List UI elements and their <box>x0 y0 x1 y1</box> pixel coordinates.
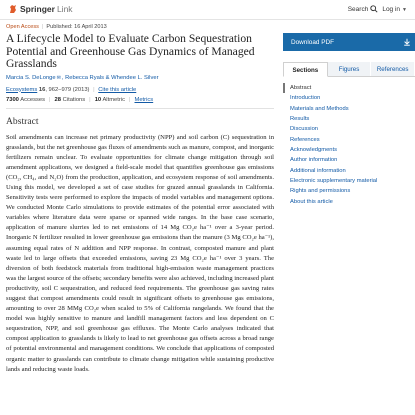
search-button[interactable] <box>348 5 379 13</box>
search-icon <box>370 5 378 13</box>
tab-references[interactable]: References <box>371 62 415 76</box>
metric-label: Accesses <box>20 96 46 103</box>
article-sidebar <box>283 24 415 207</box>
header-actions <box>348 5 407 13</box>
article-main <box>6 24 274 375</box>
login-label: Log in <box>382 5 401 13</box>
search-label: Search <box>347 5 369 13</box>
journal-pages: , 962–979 (2013) <box>45 86 90 93</box>
metric-value: 7300 <box>6 96 19 103</box>
section-nav <box>283 83 415 207</box>
sidebar-tabs <box>283 62 415 77</box>
section-link-introduction[interactable]: Introduction <box>290 95 321 102</box>
section-link-discussion[interactable]: Discussion <box>290 126 319 133</box>
abstract-heading: Abstract <box>6 115 39 127</box>
section-link-acknowledgments[interactable]: Acknowledgments <box>290 147 338 154</box>
logo-suffix: Link <box>56 4 73 14</box>
section-link-materials-methods[interactable]: Materials and Methods <box>290 105 349 112</box>
author-list: Marcia S. DeLonge✉, Rebecca Ryals & Whendee L. Silver <box>6 74 159 81</box>
metric-separator: | <box>128 96 131 103</box>
section-divider <box>6 108 274 109</box>
section-link-results[interactable]: Results <box>290 116 310 123</box>
metric-separator: | <box>49 96 51 103</box>
section-link-additional-information[interactable]: Additional information <box>290 167 346 174</box>
section-link-abstract[interactable]: Abstract <box>283 83 415 93</box>
journal-separator: | <box>93 86 95 93</box>
metric-citations <box>55 97 86 103</box>
section-link-supplementary-material[interactable]: Electronic supplementary material <box>290 178 378 185</box>
logo-text: Springer <box>20 4 55 14</box>
login-button[interactable] <box>382 6 407 13</box>
site-header <box>0 0 415 20</box>
tab-sections[interactable]: Sections <box>283 62 328 77</box>
metric-altmetric <box>95 97 125 103</box>
metric-value: 28 <box>54 96 61 103</box>
metric-label: Citations <box>62 96 86 103</box>
section-link-rights-permissions[interactable]: Rights and permissions <box>290 188 351 195</box>
section-link-author-information[interactable]: Author information <box>290 157 338 164</box>
download-icon <box>403 38 411 46</box>
metric-separator: | <box>89 96 91 103</box>
tab-figures[interactable]: Figures <box>328 62 372 76</box>
article-title: A Lifecycle Model to Evaluate Carbon Sequestration Potential and Greenhouse Gas Dynamics of Managed Grasslands <box>6 32 255 70</box>
open-access-badge: Open Access <box>6 24 39 30</box>
published-date: Published: 16 April 2013 <box>46 24 107 30</box>
cite-article-link[interactable]: Cite this article <box>98 86 137 93</box>
section-link-references[interactable]: References <box>290 136 320 143</box>
journal-info <box>6 87 274 93</box>
metric-label: Altmetric <box>102 96 125 103</box>
springer-horse-icon <box>8 4 18 14</box>
journal-volume: 16 <box>38 86 46 93</box>
journal-link[interactable]: Ecosystems <box>6 86 38 93</box>
section-link-about-article[interactable]: About this article <box>290 198 333 205</box>
meta-separator: | <box>41 24 44 30</box>
author-email-icon[interactable]: ✉ <box>56 74 61 81</box>
author-link[interactable]: Marcia S. DeLonge <box>6 74 56 81</box>
author-link[interactable]: Whendee L. Silver <box>111 74 159 81</box>
abstract-text: Soil amendments can increase net primary productivity (NPP) and soil carbon (C) sequestration in grasslands, but the net greenhouse gas fluxes of amendments such as manure, compost, and inorganic fertilizers remain unclear. To evaluate opportunities for climate change mitigation through soil amendment applications, we designed a field-scale model that quantifies greenhouse gas emissions (CO₂, CH₄, and N₂O) from the production, application, and ecosystem response of soil amendments. Using this model, we developed a set of case studies for grazed annual grasslands in California. Sensitivity tests were performed to explore the impacts of model variables and management options. We conducted Monte Carlo simulations to provide estimates of the potential error associated with variables where literature data were sparse or spanned wide ranges. In the base case scenario, application of manure slurries led to net emissions of 14 Mg CO₂e ha⁻¹ over a 3-year period. Inorganic N fertilizer resulted in lower greenhouse gas emissions than the manure (3 Mg CO₂e ha⁻¹), assuming equal rates of N addition and NPP response. In contrast, composted manure and plant waste led to large offsets that exceeded emissions, saving 23 Mg CO₂e ha⁻¹ over 3 years. The diversion of both feedstock materials from traditional high-emission waste management practices was the largest source of the offsets; secondary benefits were also achieved, including increased plant productivity, soil C sequestration, and reduced feed requirements. The greenhouse gas saving rates suggest that compost amendments could result in significant offsets to greenhouse gas emissions, amounting to over 28 MMg CO₂e when scaled to 5% of California rangelands. We found that the model was highly sensitive to manure and landfill management factors and less dependent on C sequestration, NPP, and soil greenhouse gas effluxes. The Monte Carlo analyses indicated that compost application to grasslands is likely to lead to net greenhouse gas offsets across a broad range of potential environmental and management conditions. We conclude that applications of composted organic matter to grasslands can contribute to climate change mitigation while sustaining productive lands and reducing waste loads. <box>6 133 274 373</box>
metrics-link[interactable]: Metrics <box>134 96 154 103</box>
author-link[interactable]: Rebecca Ryals <box>65 74 105 81</box>
chevron-down-icon: ▼ <box>402 6 407 13</box>
article-metrics <box>6 97 274 103</box>
download-pdf-label: Download PDF <box>291 38 334 46</box>
article-meta <box>6 24 274 30</box>
metric-value: 10 <box>94 96 102 103</box>
download-pdf-button[interactable] <box>283 33 415 51</box>
metric-accesses <box>6 97 45 103</box>
springer-link-logo[interactable] <box>8 4 73 14</box>
